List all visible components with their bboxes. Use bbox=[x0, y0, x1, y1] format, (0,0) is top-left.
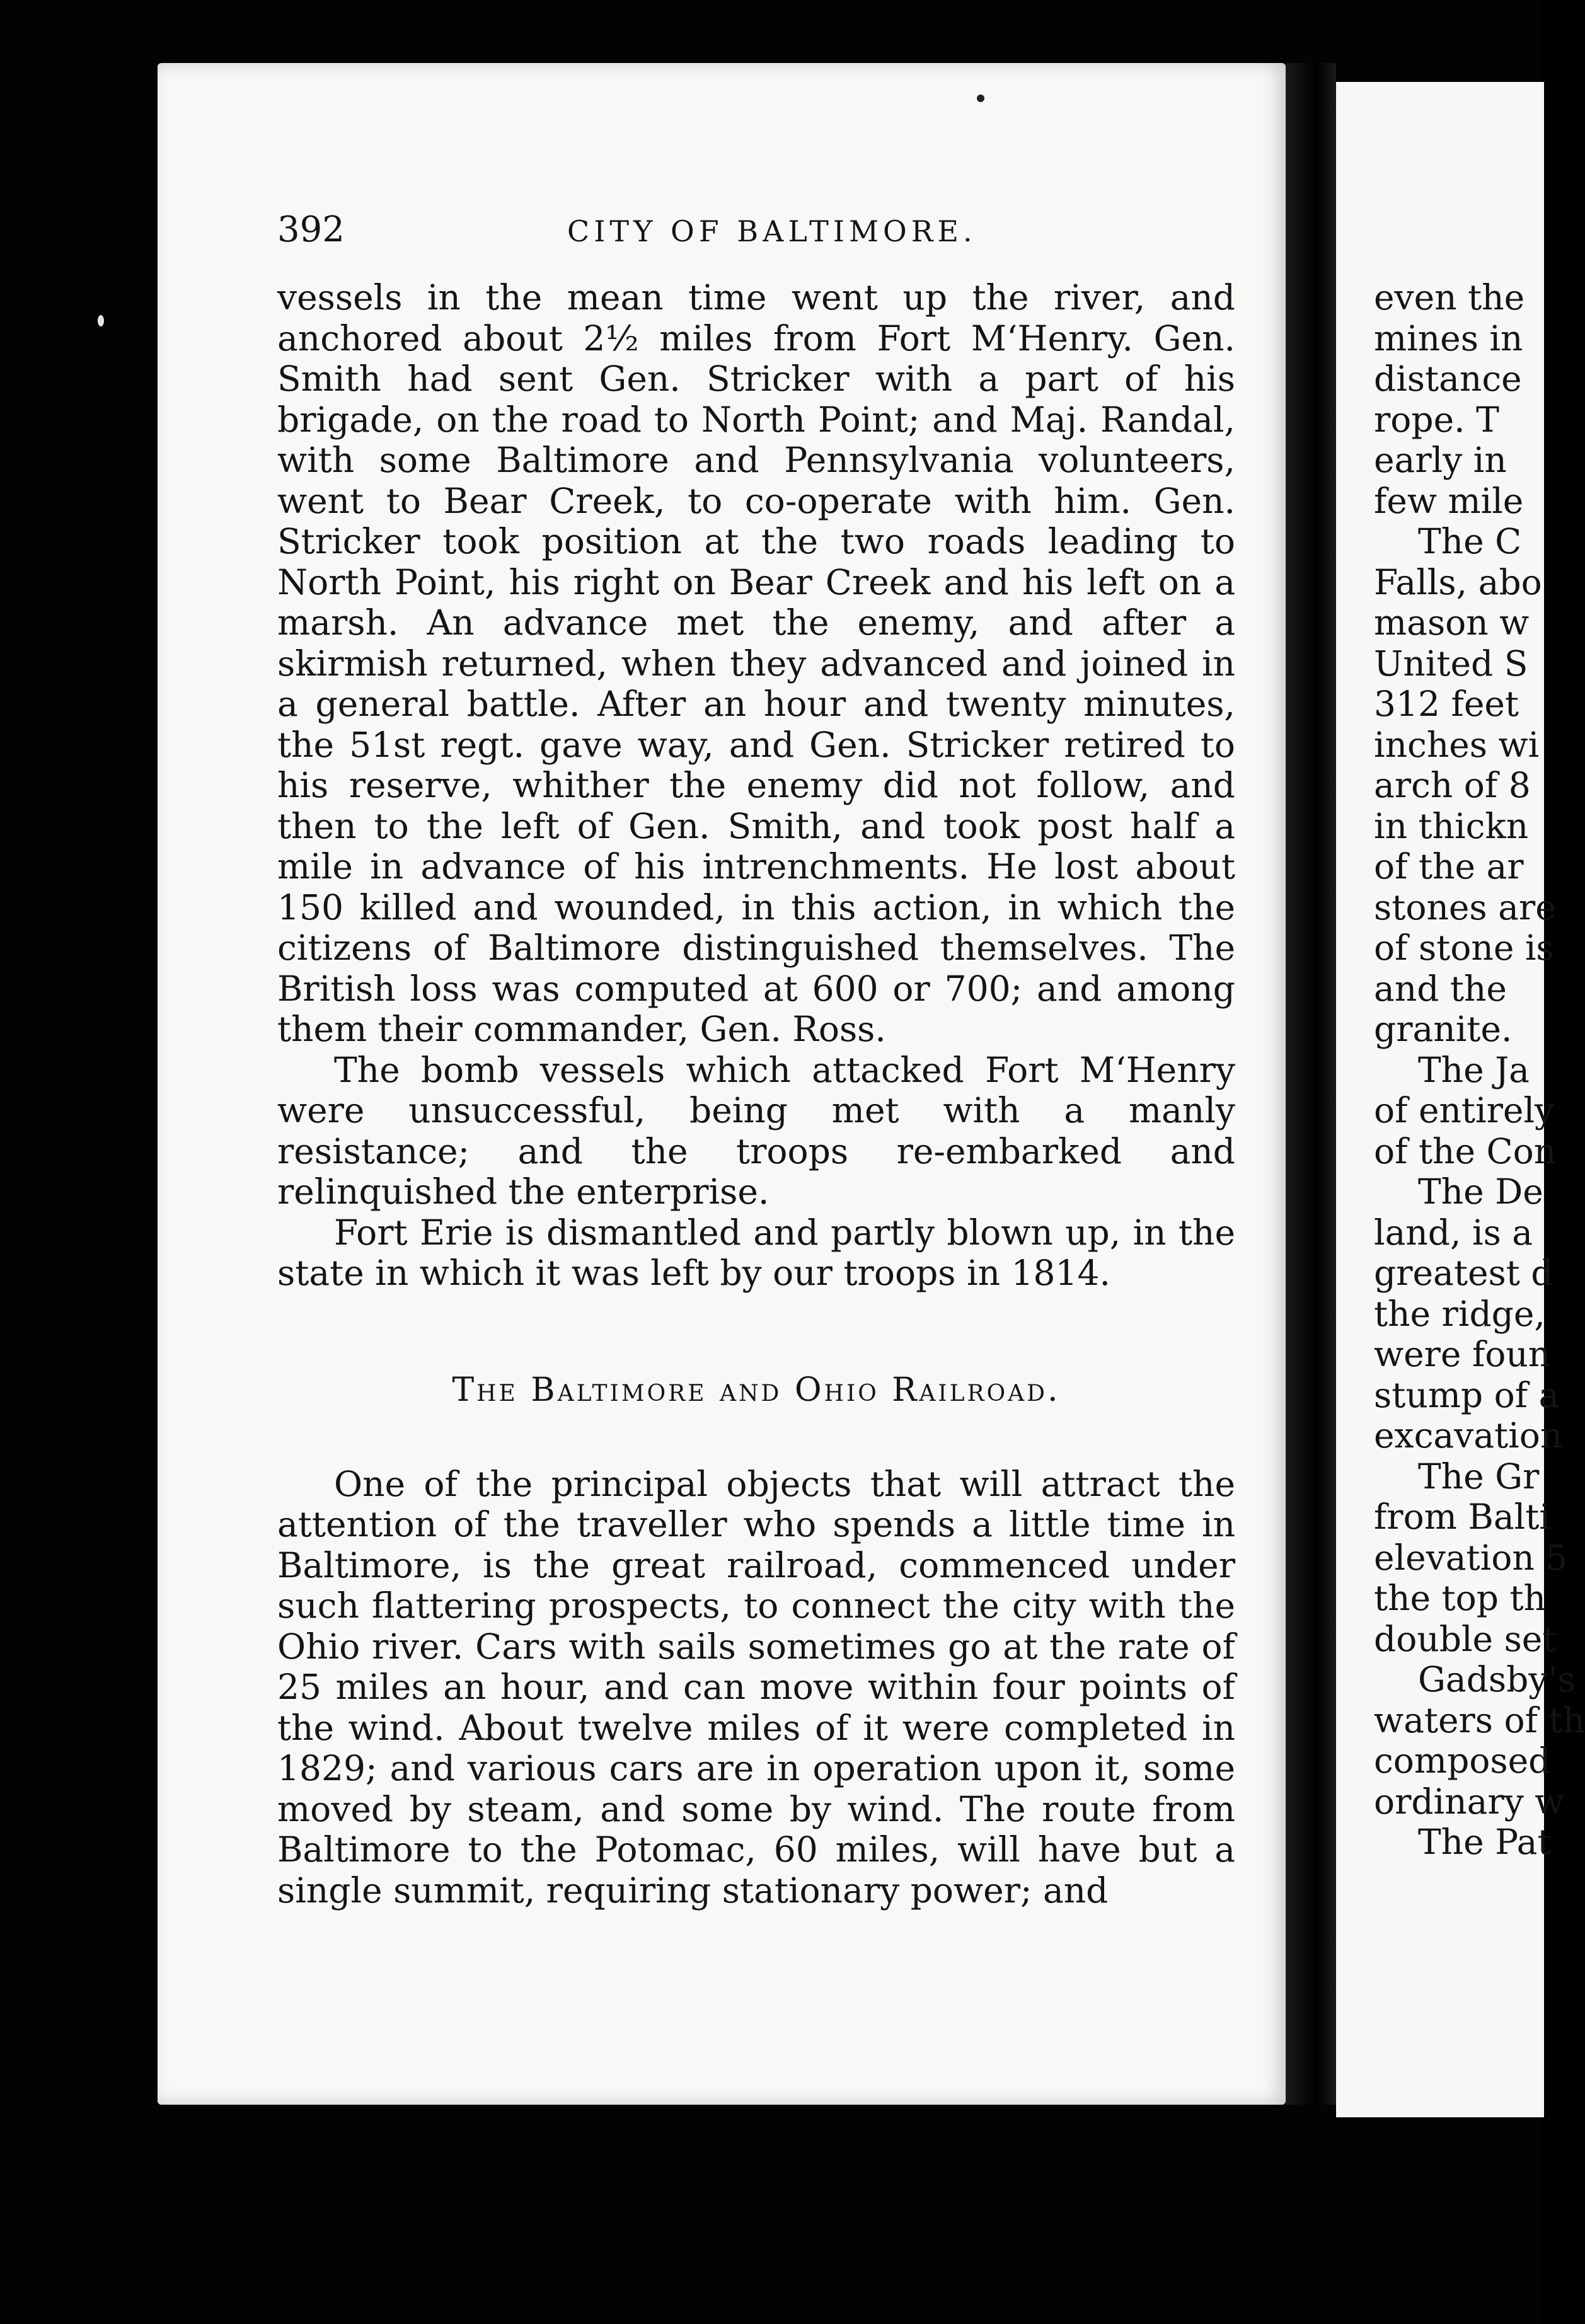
right-line: even the bbox=[1374, 277, 1525, 318]
paragraph-bomb-vessels: The bomb vessels which attacked Fort M‘Henry were unsuccessful, being met with a manly resistance; and the troops re-embarked and relinquished the enterprise. bbox=[277, 1049, 1235, 1212]
paragraph-fort-erie: Fort Erie is dismantled and partly blown up, in the state in which it was left by our troops in 1814. bbox=[277, 1212, 1235, 1293]
running-title: CITY OF BALTIMORE. bbox=[567, 214, 977, 248]
section-heading: The Baltimore and Ohio Railroad. bbox=[452, 1371, 1061, 1409]
right-line: the top th bbox=[1374, 1578, 1546, 1618]
right-line: of stone is bbox=[1374, 928, 1554, 968]
right-line: 312 feet bbox=[1374, 684, 1519, 724]
right-line: greatest d bbox=[1374, 1253, 1553, 1293]
right-line: The C bbox=[1418, 521, 1522, 561]
right-line: stones are bbox=[1374, 887, 1556, 928]
right-line: and the bbox=[1374, 968, 1507, 1009]
right-line: elevation 5 bbox=[1374, 1537, 1568, 1578]
right-page-text bbox=[1374, 277, 1585, 1863]
right-line: few mile bbox=[1374, 480, 1524, 521]
right-line: inches wi bbox=[1374, 724, 1540, 765]
right-line: distance bbox=[1374, 359, 1522, 399]
right-line: The Ja bbox=[1418, 1049, 1530, 1090]
right-line: from Balti bbox=[1374, 1497, 1550, 1537]
paragraph-railroad: One of the principal objects that will attract the attention of the traveller who spends a little time in Baltimore, is the great railroad, commenced under such flattering prospects, to connect the city with the Ohio river. Cars with sails sometimes go at the rate of 25 miles an hour, and can move within four points of the wind. About twelve miles of it were completed in 1829; and various cars are in operation upon it, some moved by steam, and some by wind. The route from Baltimore to the Potomac, 60 miles, will have but a single summit, requiring stationary power; and bbox=[277, 1463, 1235, 1911]
page-number: 392 bbox=[277, 209, 345, 250]
running-head bbox=[277, 208, 1235, 252]
right-line: arch of 8 bbox=[1374, 765, 1531, 805]
paragraph-continued: vessels in the mean time went up the river, and anchored about 2½ miles from Fort M‘Henry. Gen. Smith had sent Gen. Stricker with a part of his brigade, on the road to North Point; and Maj. Randal, with some Baltimore and Pennsylvania volunteers, went to Bear Creek, to co-operate with him. Gen. Stricker took position at the two roads leading to North Point, his right on Bear Creek and his left on a marsh. An advance met the enemy, and after a skirmish returned, when they advanced and joined in a general battle. After an hour and twenty minutes, the 51st regt. gave way, and Gen. Stricker retired to his reserve, whither the enemy did not follow, and then to the left of Gen. Smith, and took post half a mile in advance of his intrenchments. He lost about 150 killed and wounded, in this action, in which the citizens of Baltimore distinguished themselves. The British loss was computed at 600 or 700; and among them their commander, Gen. Ross. bbox=[277, 277, 1235, 1049]
right-line: Gadsby's bbox=[1418, 1659, 1576, 1700]
right-line: of the Con bbox=[1374, 1130, 1557, 1171]
right-line: granite. bbox=[1374, 1009, 1513, 1049]
scan-speck bbox=[977, 95, 984, 102]
right-line: Falls, abo bbox=[1374, 561, 1542, 602]
right-line: mason w bbox=[1374, 602, 1530, 643]
right-line: stump of a bbox=[1374, 1374, 1560, 1415]
right-line: ordinary w bbox=[1374, 1781, 1565, 1822]
right-line: The Gr bbox=[1418, 1456, 1540, 1497]
right-line: of the ar bbox=[1374, 846, 1524, 887]
right-line: composed bbox=[1374, 1740, 1551, 1781]
right-line: of entirely bbox=[1374, 1090, 1555, 1130]
left-page-text bbox=[277, 277, 1235, 1911]
right-line: excavation bbox=[1374, 1415, 1563, 1456]
right-line: early in bbox=[1374, 440, 1507, 480]
right-line: The Pat bbox=[1418, 1822, 1552, 1862]
right-line: The De bbox=[1418, 1171, 1543, 1212]
book-gutter bbox=[1286, 63, 1336, 2105]
right-line: the ridge, bbox=[1374, 1293, 1545, 1334]
scan-speck bbox=[98, 315, 104, 326]
right-line: were foun bbox=[1374, 1334, 1551, 1374]
right-line: double set bbox=[1374, 1618, 1557, 1659]
right-line: rope. T bbox=[1374, 399, 1499, 440]
right-line: waters of th bbox=[1374, 1700, 1585, 1740]
right-line: land, is a bbox=[1374, 1212, 1533, 1253]
right-line: in thickn bbox=[1374, 805, 1529, 846]
right-line: United S bbox=[1374, 643, 1528, 684]
right-line: mines in bbox=[1374, 318, 1523, 359]
